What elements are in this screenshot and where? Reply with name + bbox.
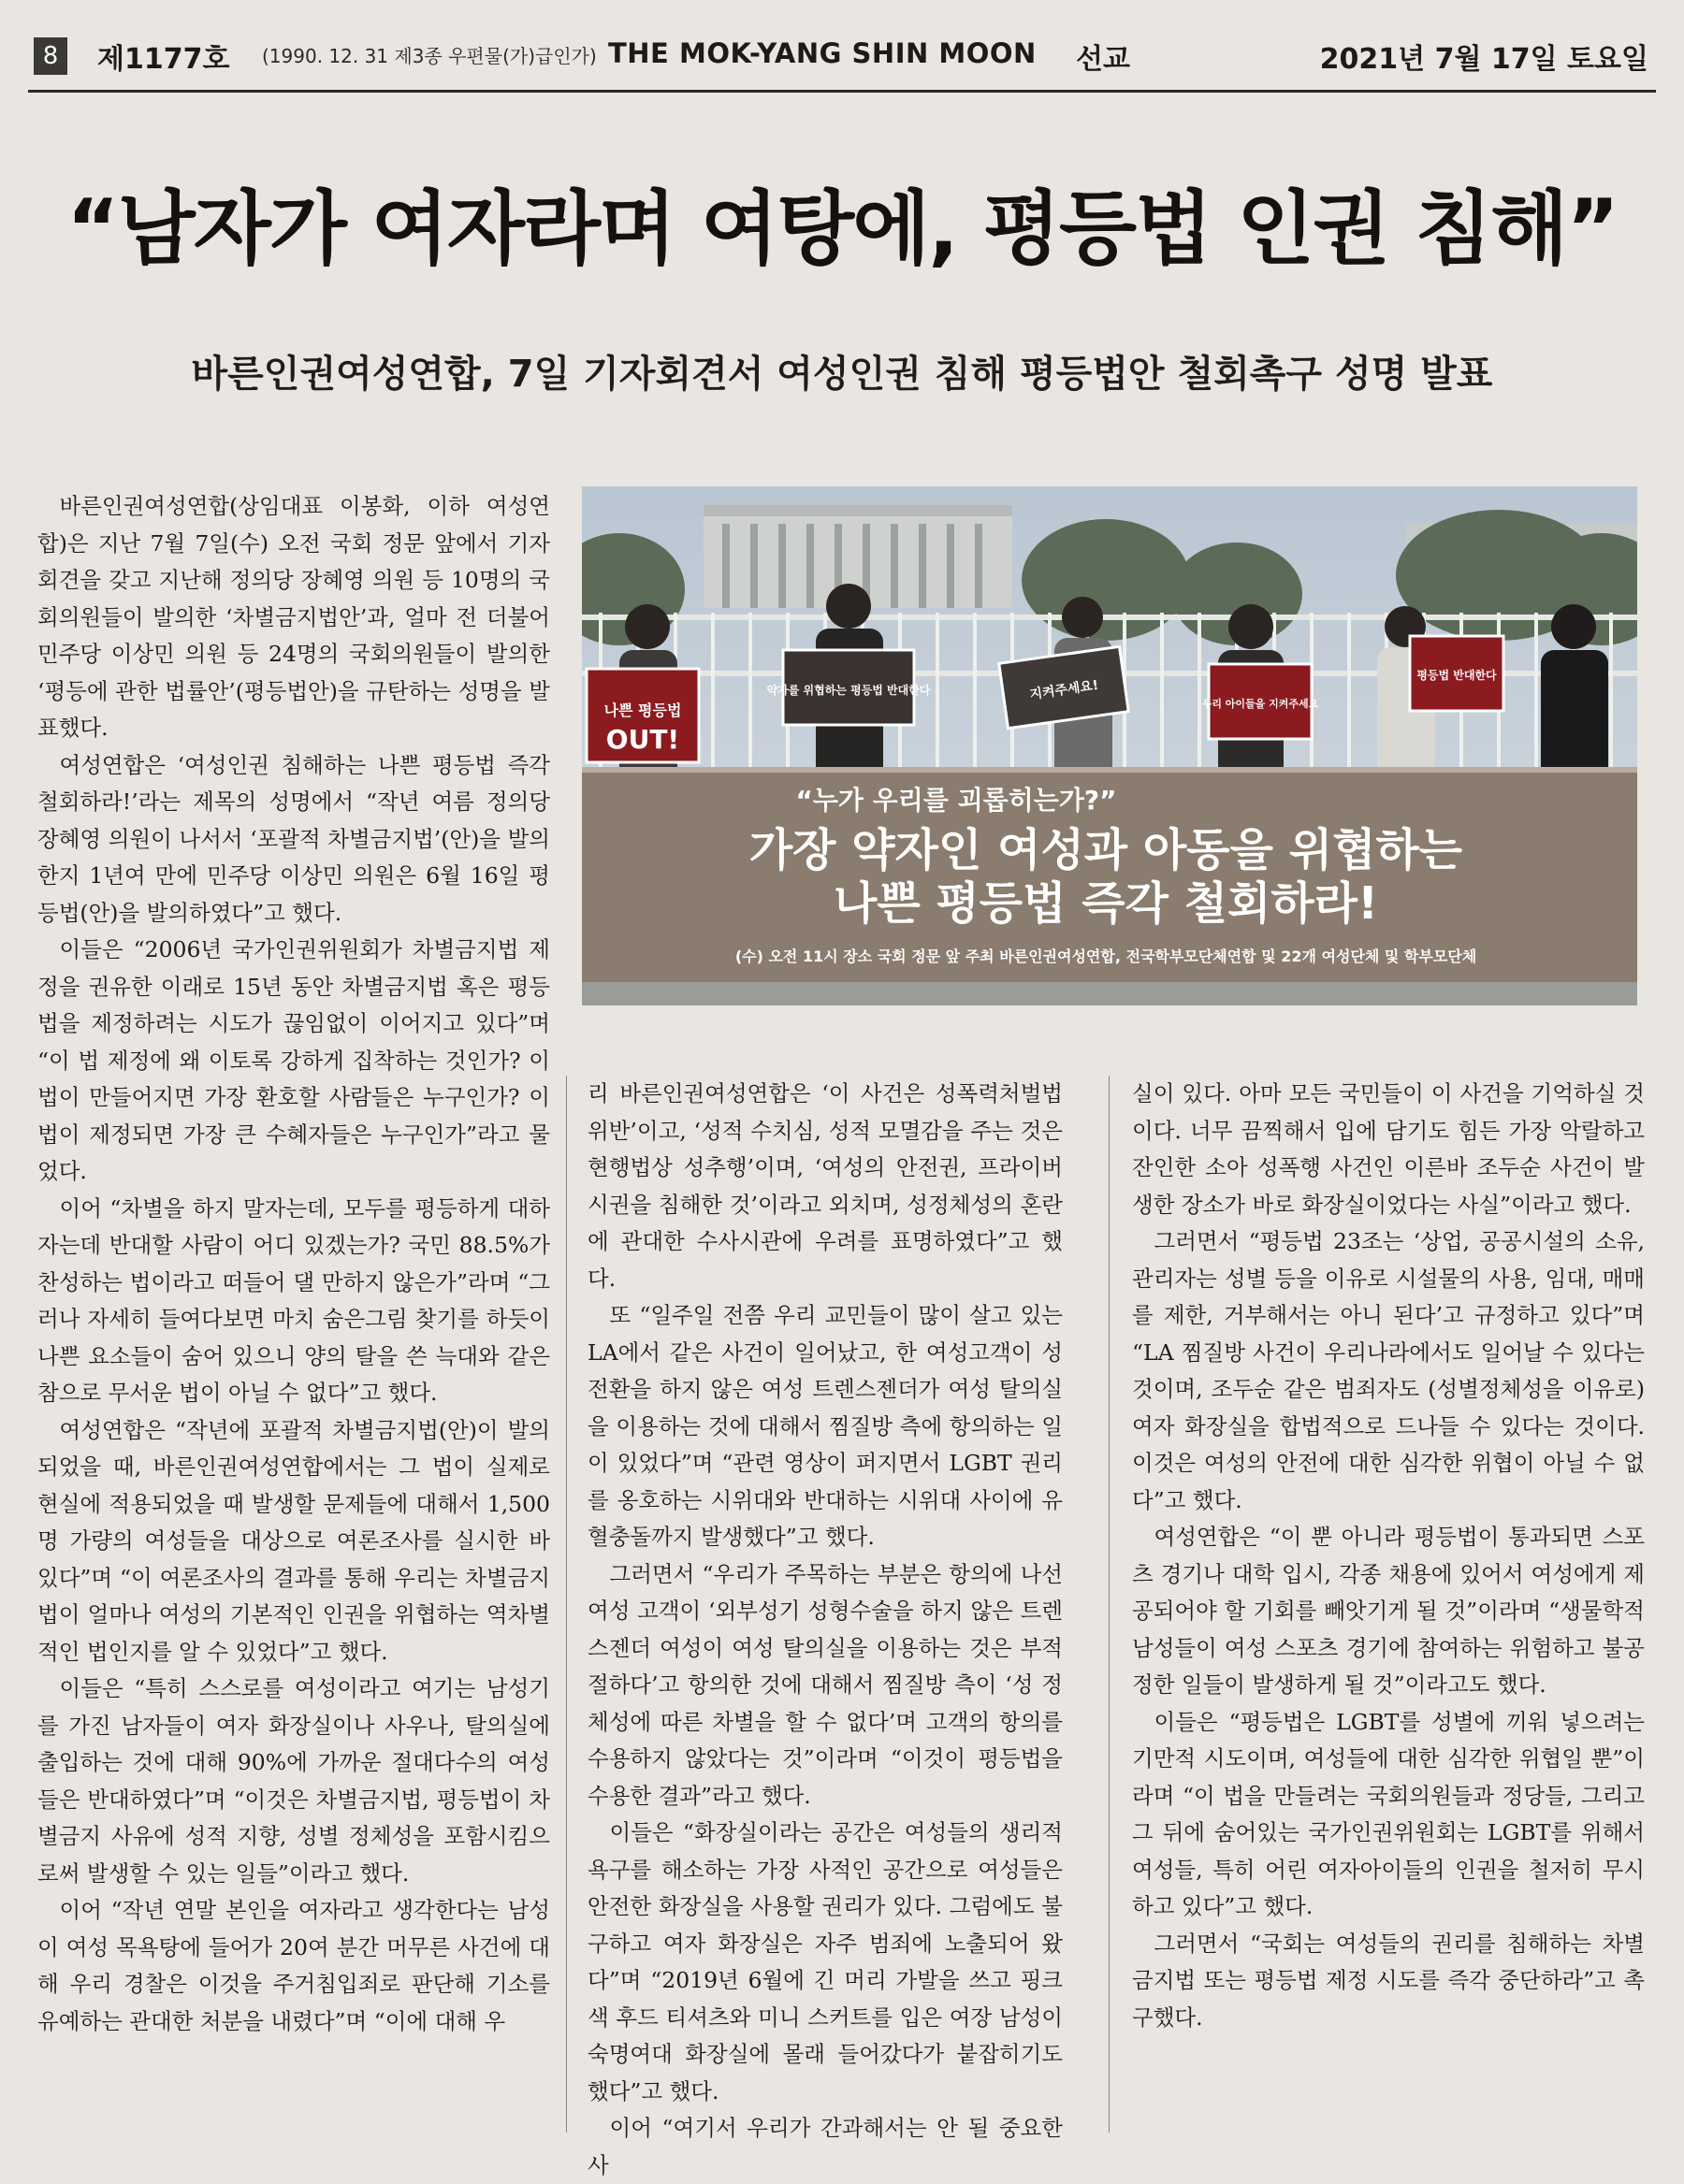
- paragraph: 이들은 “평등법은 LGBT를 성별에 끼워 넣으려는 기만적 시도이며, 여성들에 대한 심각한 위협일 뿐”이라며 “이 법을 만들려는 국회의원들과 정당들, 그리고 그 뒤에 숨어있는 국가인권위원회는 LGBT를 위해서 여성들, 특히 어린 여자아이들의 인권을 철저히 무시하고 있다”고 했다.: [1132, 1708, 1645, 1919]
- issue-date: 2021년 7월 17일 토요일: [1319, 43, 1648, 76]
- column-divider: [566, 1076, 567, 2133]
- paragraph: 바른인권여성연합(상임대표 이봉화, 이하 여성연합)은 지난 7월 7일(수) 오전 국회 정문 앞에서 기자회견을 갖고 지난해 정의당 장혜영 의원 등 10명의 국회의원들이 발의한 ‘차별금지법안’과, 얼마 전 더불어민주당 이상민 의원 등 24명의 국회의원들이 발의한 ‘평등에 관한 법률안’(평등법안)을 규탄하는 성명을 발표했다.: [37, 493, 550, 741]
- article-headline: “남자가 여자라며 여탕에, 평등법 인권 침해”: [66, 182, 1618, 276]
- placard-1-line2: OUT!: [605, 724, 680, 755]
- paragraph: 실이 있다. 아마 모든 국민들이 이 사건을 기억하실 것이다. 너무 끔찍해서 입에 담기도 힘든 가장 악랄하고 잔인한 소아 성폭행 사건인 이른바 조두순 사건이 발생한 장소가 바로 화장실이었다는 사실”이라고 했다.: [1132, 1080, 1645, 1218]
- article-column-1: [37, 488, 550, 2040]
- placard-3-text: 지켜주세요!: [1028, 677, 1100, 703]
- banner-footer: (수) 오전 11시 장소 국회 정문 앞 주최 바른인권여성연합, 전국학부모단체연합 및 22개 여성단체 및 학부모단체: [734, 947, 1477, 965]
- placard-1-line1: 나쁜 평등법: [603, 701, 682, 719]
- placard-2: [767, 650, 931, 725]
- article-column-2: [588, 1076, 1063, 2184]
- paragraph: 이들은 “화장실이라는 공간은 여성들의 생리적 욕구를 해소하는 가장 사적인 공간으로 여성들은 안전한 화장실을 사용할 권리가 있다. 그럼에도 불구하고 여자 화장실은 자주 범죄에 노출되어 왔다”며 “2019년 6월에 긴 머리 가발을 쓰고 핑크색 후드 티셔츠와 미니 스커트를 입은 여장 남성이 숙명여대 화장실에 몰래 들어갔다가 붙잡히기도 했다”고 했다.: [588, 1819, 1063, 2104]
- newspaper-name: THE MOK-YANG SHIN MOON: [608, 37, 1037, 69]
- section-name: 선교: [1076, 43, 1130, 76]
- issue-number: 제1177호: [97, 43, 230, 76]
- paragraph: 이들은 “2006년 국가인권위원회가 차별금지법 제정을 권유한 이래로 15년 동안 차별금지법 혹은 평등법을 제정하려는 시도가 끊임없이 이어지고 있다”며 “이 법 제정에 왜 이토록 강하게 집착하는 것인가? 이 법이 만들어지면 가장 환호할 사람들은 누구인가? 이 법이 제정되면 가장 큰 수혜자들은 누구인가”라고 물었다.: [37, 936, 550, 1184]
- placard-1: [587, 669, 699, 762]
- placard-4-text: 우리 아이들을 지켜주세요: [1201, 698, 1319, 710]
- postal-registration: (1990. 12. 31 제3종 우편물(가)급인가): [262, 45, 597, 67]
- protest-banner: [582, 767, 1637, 982]
- paragraph: 그러면서 “우리가 주목하는 부분은 항의에 나선 여성 고객이 ‘외부성기 성형수술을 하지 않은 트렌스젠더 여성이 여성 탈의실을 이용하는 것은 부적절하다’고 항의한 것에 대해서 찜질방 측이 ‘성 정체성에 따른 차별을 할 수 없다’며 고객의 항의를 수용하지 않았다는 것”이라며 “이것이 평등법을 수용한 결과”라고 했다.: [588, 1560, 1063, 1809]
- column-divider: [1109, 1076, 1110, 2133]
- banner-line-2: 나쁜 평등법 즉각 철회하라!: [833, 877, 1379, 930]
- page-header: [28, 28, 1656, 84]
- placard-2-text: 약자를 위협하는 평등법 반대한다: [766, 684, 931, 697]
- paragraph: 이어 “차별을 하지 말자는데, 모두를 평등하게 대하자는데 반대할 사람이 어디 있겠는가? 국민 88.5%가 찬성하는 법이라고 떠들어 댈 만하지 않은가”라며 “그러나 자세히 들여다보면 마치 숨은그림 찾기를 하듯이 나쁜 요소들이 숨어 있으니 양의 탈을 쓴 늑대와 같은 참으로 무서운 법이 아닐 수 없다”고 했다.: [37, 1194, 550, 1406]
- placard-5: [1410, 636, 1503, 711]
- placard-5-text: 평등법 반대한다: [1416, 669, 1497, 682]
- paragraph: 또 “일주일 전쯤 우리 교민들이 많이 살고 있는 LA에서 같은 사건이 일어났고, 한 여성고객이 성전환을 하지 않은 여성 트렌스젠더가 여성 탈의실을 이용하는 것에 대해서 찜질방 측에 항의하는 일이 있었다”며 “관련 영상이 퍼지면서 LGBT 권리를 옹호하는 시위대와 반대하는 시위대 사이에 유혈충돌까지 발생했다”고 했다.: [588, 1302, 1063, 1550]
- paragraph: 그러면서 “국회는 여성들의 권리를 침해하는 차별금지법 또는 평등법 제정 시도를 즉각 중단하라”고 촉구했다.: [1132, 1930, 1645, 2031]
- banner-line-1: 가장 약자인 여성과 아동을 위협하는: [748, 824, 1463, 876]
- paragraph: 여성연합은 “이 뿐 아니라 평등법이 통과되면 스포츠 경기나 대학 입시, 각종 채용에 있어서 여성에게 제공되어야 할 기회를 빼앗기게 될 것”이라며 “생물학적 남성들이 여성 스포츠 경기에 참여하는 위험하고 불공정한 일들이 발생하게 될 것”이라고도 했다.: [1132, 1524, 1645, 1698]
- paragraph: 여성연합은 ‘여성인권 침해하는 나쁜 평등법 즉각 철회하라!’라는 제목의 성명에서 “작년 여름 정의당 장혜영 의원이 나서서 ‘포괄적 차별금지법’(안)을 발의한지 1년여 만에 민주당 이상민 의원은 6월 16일 평등법(안)을 발의하였다”고 했다.: [37, 751, 550, 926]
- paragraph: 리 바른인권여성연합은 ‘이 사건은 성폭력처벌법 위반’이고, ‘성적 수치심, 성적 모멸감을 주는 것은 현행법상 성추행’이며, ‘여성의 안전권, 프라이버시권을 침해한 것’이라고 외치며, 성정체성의 혼란에 관대한 수사시관에 우려를 표명하였다”고 했다.: [588, 1080, 1063, 1292]
- paragraph: 이어 “여기서 우리가 간과해서는 안 될 중요한 사: [588, 2115, 1063, 2178]
- article-subheadline: 바른인권여성연합, 7일 기자회견서 여성인권 침해 평등법안 철회촉구 성명 발표: [191, 353, 1493, 396]
- photo-illustration: [582, 486, 1637, 1005]
- header-divider: [28, 90, 1656, 93]
- paragraph: 여성연합은 “작년에 포괄적 차별금지법(안)이 발의되었을 때, 바른인권여성연합에서는 그 법이 실제로 현실에 적용되었을 때 발생할 문제들에 대해서 1,500명 가량의 여성들을 대상으로 여론조사를 실시한 바 있다”며 “이 여론조사의 결과를 통해 우리는 차별금지법이 얼마나 여성의 기본적인 인권을 위협하는 역차별적인 법인지를 알 수 있었다”고 했다.: [37, 1416, 550, 1665]
- article-column-3: [1132, 1076, 1645, 2036]
- paragraph: 이어 “작년 연말 본인을 여자라고 생각한다는 남성이 여성 목욕탕에 들어가 20여 분간 머무른 사건에 대해 우리 경찰은 이것을 주거침입죄로 판단해 기소를 유예하는 관대한 처분을 내렸다”며 “이에 대해 우: [37, 1897, 550, 2034]
- page-number: 8: [34, 37, 67, 75]
- banner-top: “누가 우리를 괴롭히는가?”: [795, 785, 1117, 816]
- paragraph: 이들은 “특히 스스로를 여성이라고 여기는 남성기를 가진 남자들이 여자 화장실이나 사우나, 탈의실에 출입하는 것에 대해 90%에 가까운 절대다수의 여성들은 반대하였다”며 “이것은 차별금지법, 평등법이 차별금지 사유에 성적 지향, 성별 정체성을 포함시킴으로써 발생할 수 있는 일들”이라고 했다.: [37, 1675, 550, 1887]
- placard-4: [1202, 664, 1319, 739]
- paragraph: 그러면서 “평등법 23조는 ‘상업, 공공시설의 소유, 관리자는 성별 등을 이유로 시설물의 사용, 임대, 매매를 제한, 거부해서는 아니 된다’고 규정하고 있다”며 “LA 찜질방 사건이 우리나라에서도 일어날 수 있다는 것이며, 조두순 같은 범죄자도 (성별정체성을 이유로) 여자 화장실을 합법적으로 드나들 수 있다는 것이다. 이것은 여성의 안전에 대한 심각한 위협이 아닐 수 없다”고 했다.: [1132, 1228, 1645, 1513]
- press-conference-photo: [582, 486, 1637, 1005]
